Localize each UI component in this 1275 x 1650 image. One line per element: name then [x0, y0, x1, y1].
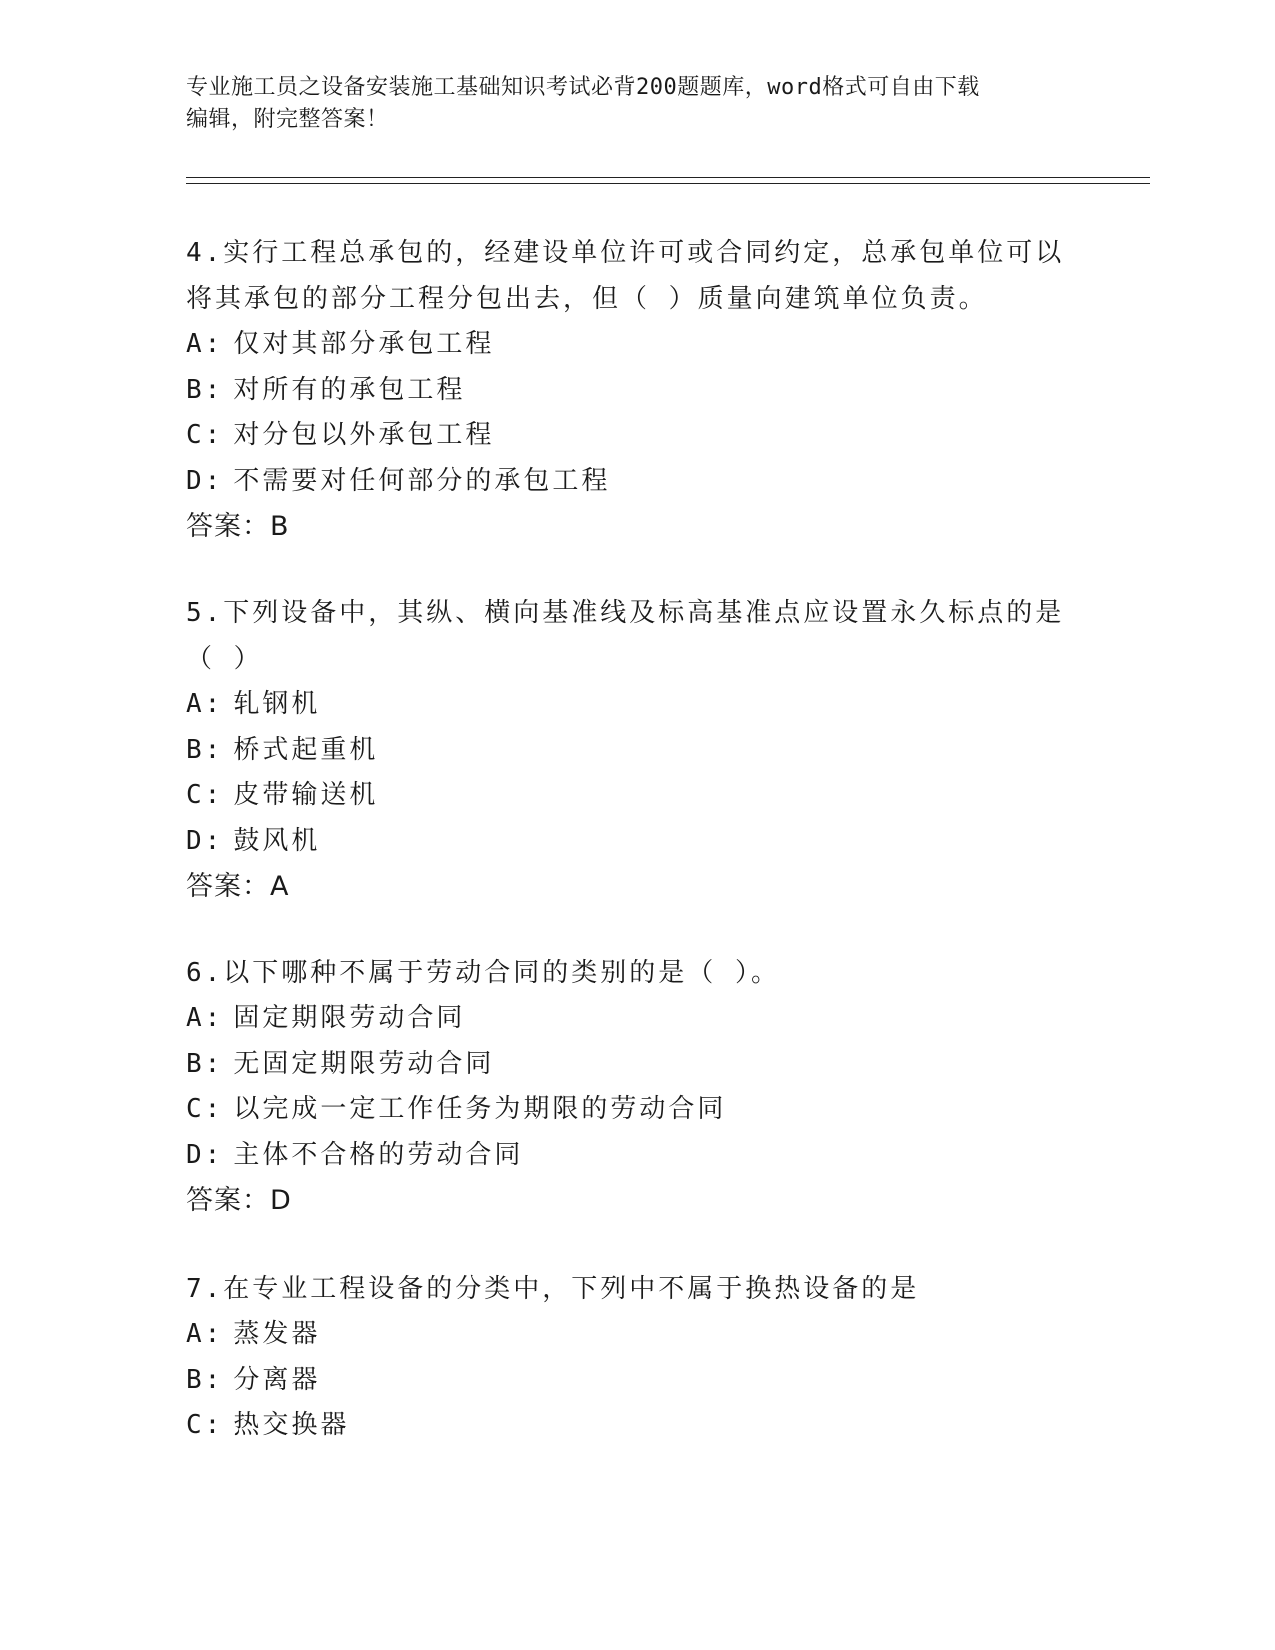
answer-line: 答案：D	[186, 1185, 292, 1216]
option-key: C:	[186, 420, 224, 450]
option-text: 鼓风机	[233, 825, 321, 856]
option-text: 分离器	[233, 1364, 321, 1395]
option-c	[186, 413, 1066, 459]
option-a	[186, 322, 1066, 368]
option-d	[186, 819, 1066, 865]
question-5	[186, 590, 1066, 910]
option-key: A:	[186, 329, 224, 359]
option-text: 皮带输送机	[233, 780, 379, 810]
option-key: D:	[186, 825, 224, 856]
option-text: 无固定期限劳动合同	[233, 1048, 495, 1079]
option-key: B:	[186, 374, 224, 405]
option-text: 对分包以外承包工程	[233, 420, 495, 450]
question-stem-line: （ ）	[186, 644, 263, 674]
option-key: C:	[186, 1410, 224, 1440]
option-key: A:	[186, 689, 224, 719]
question-stem-line: 6.以下哪种不属于劳动合同的类别的是（ ）。	[186, 958, 780, 988]
option-text: 仅对其部分承包工程	[233, 329, 495, 359]
question-6	[186, 950, 1066, 1224]
option-d	[186, 1133, 1066, 1179]
option-c	[186, 773, 1066, 819]
question-stem-line: 4.实行工程总承包的，经建设单位许可或合同约定，总承包单位可以	[186, 238, 1065, 268]
option-text: 以完成一定工作任务为期限的劳动合同	[233, 1094, 727, 1124]
option-c	[186, 1087, 1066, 1133]
option-key: A:	[186, 1319, 224, 1349]
option-a	[186, 1312, 1066, 1358]
option-a	[186, 996, 1066, 1042]
option-a	[186, 682, 1066, 728]
answer-line: 答案：A	[186, 871, 290, 902]
question-4	[186, 230, 1066, 550]
header-title-line-1: 专业施工员之设备安装施工基础知识考试必背200题题库，word格式可自由下载	[186, 75, 980, 100]
header-divider-bottom	[186, 183, 1150, 184]
option-key: C:	[186, 1094, 224, 1124]
option-key: D:	[186, 465, 224, 496]
question-stem-line: 将其承包的部分工程分包出去，但（ ）质量向建筑单位负责。	[186, 284, 988, 314]
option-d	[186, 459, 1066, 505]
option-key: D:	[186, 1139, 224, 1170]
option-text: 轧钢机	[233, 689, 321, 719]
question-stem-line: 5.下列设备中，其纵、横向基准线及标高基准点应设置永久标点的是	[186, 598, 1065, 628]
question-7	[186, 1266, 1066, 1449]
option-text: 桥式起重机	[233, 734, 379, 765]
document-header	[186, 72, 1086, 136]
option-text: 对所有的承包工程	[233, 374, 466, 405]
option-b	[186, 368, 1066, 414]
option-key: B:	[186, 1048, 224, 1079]
header-title-line-2: 编辑，附完整答案！	[186, 107, 389, 132]
option-key: A:	[186, 1003, 224, 1033]
option-c	[186, 1403, 1066, 1449]
option-b	[186, 1042, 1066, 1088]
question-stem-line: 7.在专业工程设备的分类中，下列中不属于换热设备的是	[186, 1274, 920, 1304]
option-text: 不需要对任何部分的承包工程	[233, 465, 611, 496]
option-text: 蒸发器	[233, 1319, 321, 1349]
header-divider-top	[186, 177, 1150, 178]
option-text: 热交换器	[233, 1410, 350, 1440]
option-text: 固定期限劳动合同	[233, 1003, 466, 1033]
option-text: 主体不合格的劳动合同	[233, 1139, 524, 1170]
option-key: B:	[186, 734, 224, 765]
answer-line: 答案：B	[186, 511, 290, 542]
option-key: B:	[186, 1364, 224, 1395]
option-key: C:	[186, 780, 224, 810]
option-b	[186, 1358, 1066, 1404]
option-b	[186, 728, 1066, 774]
